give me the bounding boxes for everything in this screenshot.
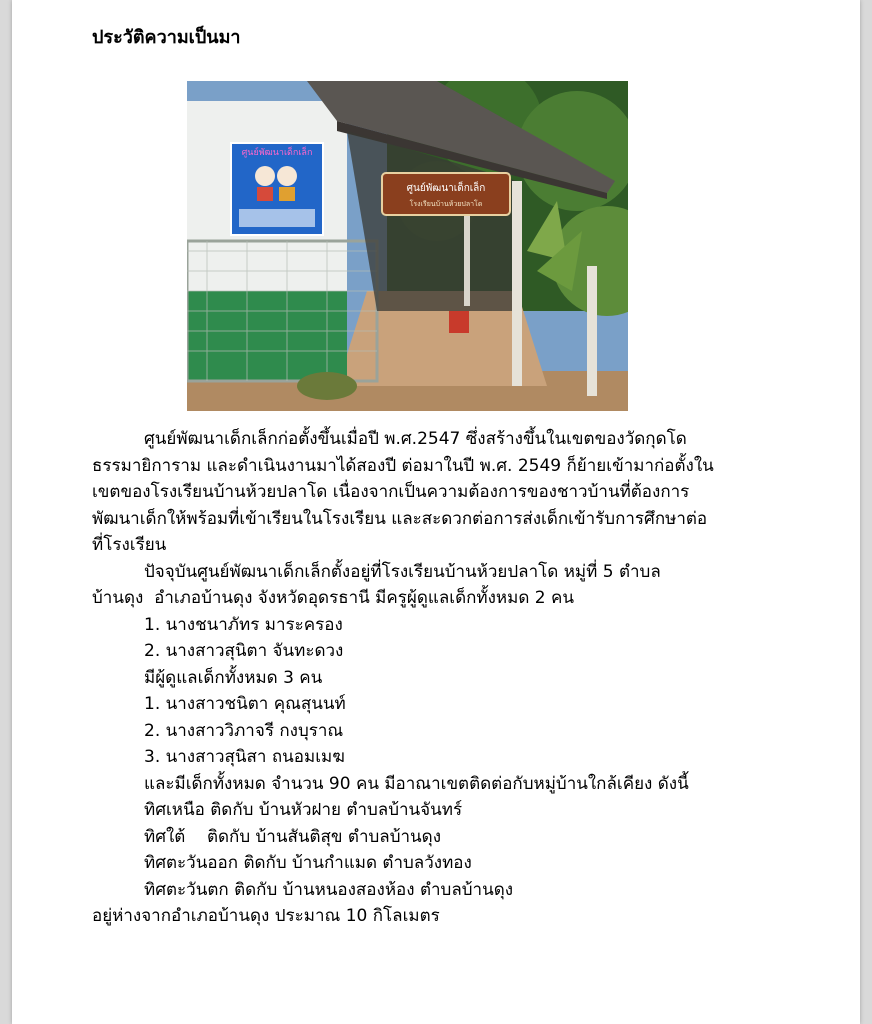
teacher-item: 1. นางชนาภัทร มาระครอง xyxy=(144,614,343,635)
page-title: ประวัติความเป็นมา xyxy=(92,27,241,48)
paragraph-line: ที่โรงเรียน xyxy=(92,535,167,555)
paragraph-line: ศูนย์พัฒนาเด็กเล็กก่อตั้งขึ้นเมื่อปี พ.ศ.2547 ซึ่งสร้างขึ้นในเขตของวัดกุดโด xyxy=(144,429,687,449)
sign-board-subtext: โรงเรียนบ้านห้วยปลาโด xyxy=(409,200,483,208)
caretakers-intro: มีผู้ดูแลเด็กทั้งหมด 3 คน xyxy=(144,667,323,688)
border-item-east: ทิศตะวันออก ติดกับ บ้านกำแมด ตำบลวังทอง xyxy=(144,853,472,873)
teacher-item: 2. นางสาวสุนิตา จันทะดวง xyxy=(144,641,344,661)
children-line: และมีเด็กทั้งหมด จำนวน 90 คน มีอาณาเขตติดต่อกับหมู่บ้านใกล้เคียง ดังนี้ xyxy=(144,773,689,794)
paragraph-line: บ้านดุง อำเภอบ้านดุง จังหวัดอุดรธานี มีครูผู้ดูแลเด็กทั้งหมด 2 คน xyxy=(92,588,574,608)
caretaker-item: 2. นางสาววิภาจรี กงบุราณ xyxy=(144,720,344,741)
caretaker-item: 1. นางสาวชนิตา คุณสุนนท์ xyxy=(144,694,346,714)
paragraph-line: เขตของโรงเรียนบ้านห้วยปลาโด เนื่องจากเป็นความต้องการของชาวบ้านที่ต้องการ xyxy=(92,482,690,502)
sign-board-text: ศูนย์พัฒนาเด็กเล็ก xyxy=(406,183,486,194)
border-item-west: ทิศตะวันตก ติดกับ บ้านหนองสองห้อง ตำบลบ้านดุง xyxy=(144,879,514,900)
school-building-photo xyxy=(187,81,628,411)
paragraph-line: ปัจจุบันศูนย์พัฒนาเด็กเล็กตั้งอยู่ที่โรงเรียนบ้านห้วยปลาโด หมู่ที่ 5 ตำบล xyxy=(144,561,661,582)
distance-line: อยู่ห่างจากอำเภอบ้านดุง ประมาณ 10 กิโลเมตร xyxy=(92,906,440,926)
caretaker-item: 3. นางสาวสุนิสา ถนอมเมฆ xyxy=(144,747,345,767)
border-item-south: ทิศใต้ ติดกับ บ้านสันติสุข ตำบลบ้านดุง xyxy=(144,826,442,847)
document-page xyxy=(12,0,860,1024)
document-body xyxy=(92,426,792,930)
poster-text: ศูนย์พัฒนาเด็กเล็ก xyxy=(241,148,313,158)
paragraph-line: พัฒนาเด็กให้พร้อมที่เข้าเรียนในโรงเรียน และสะดวกต่อการส่งเด็กเข้ารับการศึกษาต่อ xyxy=(92,508,708,529)
paragraph-line: ธรรมายิการาม และดำเนินงานมาได้สองปี ต่อมาในปี พ.ศ. 2549 ก็ย้ายเข้ามาก่อตั้งใน xyxy=(92,455,714,476)
border-item-north: ทิศเหนือ ติดกับ บ้านหัวฝาย ตำบลบ้านจันทร์ xyxy=(144,800,463,820)
